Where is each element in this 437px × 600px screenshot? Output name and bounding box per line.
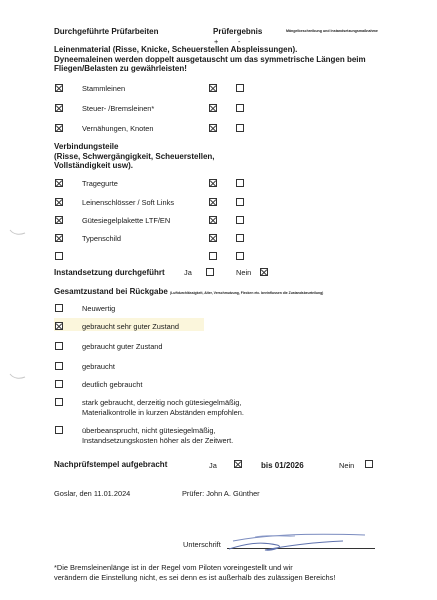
connector-item-minus-checkbox[interactable]: [236, 179, 244, 187]
connector-item-plus-checkbox[interactable]: [209, 198, 217, 206]
condition-note: (Luftdurchlässigkeit, Alter, Verschmutzung, Flecken etc. beeinflussen die Zustandsbeurteilung): [170, 291, 324, 295]
stamp-until: bis 01/2026: [261, 461, 304, 470]
repair-label: Instandsetzung durchgeführt: [54, 268, 165, 277]
footnote: [54, 563, 335, 583]
connector-item-plus-checkbox[interactable]: [209, 252, 217, 260]
connector-item-minus-checkbox[interactable]: [236, 216, 244, 224]
connectors-title-line-2: (Risse, Schwergängigkeit, Scheuerstellen,: [54, 151, 215, 161]
repair-ja-label: Ja: [184, 268, 192, 277]
condition-option-checkbox[interactable]: [55, 398, 63, 406]
connectors-title-line-1: Verbindungsteile: [54, 142, 119, 151]
condition-option-label: gebraucht guter Zustand: [82, 342, 163, 351]
footnote-line-2: verändern die Einstellung nicht, es sei denn es ist außerhalb des zulässigen Bereichs!: [54, 573, 336, 582]
lines-item-label: Stammleinen: [82, 84, 126, 93]
lines-item-minus-checkbox[interactable]: [236, 124, 244, 132]
connectors-section-title: [54, 142, 215, 171]
lines-item-plus-checkbox[interactable]: [209, 124, 217, 132]
condition-option-checkbox[interactable]: [55, 304, 63, 312]
connector-item-plus-checkbox[interactable]: [209, 179, 217, 187]
column-header-tasks: Durchgeführte Prüfarbeiten: [54, 27, 159, 36]
stamp-label: Nachprüfstempel aufgebracht: [54, 460, 168, 469]
condition-option-label: Materialkontrolle in kurzen Abständen empfohlen.: [82, 408, 244, 417]
signature-label: Unterschrift: [183, 540, 221, 549]
stamp-nein-checkbox[interactable]: [365, 460, 373, 468]
lines-item-checkbox[interactable]: [55, 104, 63, 112]
lines-item-label: Steuer- /Bremsleinen*: [82, 104, 155, 113]
connector-item-minus-checkbox[interactable]: [236, 198, 244, 206]
condition-title: [54, 287, 323, 296]
stamp-ja-label: Ja: [209, 461, 217, 470]
lines-title-line-3: Fliegen/Belasten zu gewährleisten!: [54, 64, 187, 73]
condition-option-checkbox[interactable]: [55, 426, 63, 434]
stamp-nein-label: Nein: [339, 461, 355, 470]
footnote-line-1: *Die Bremsleinenlänge ist in der Regel vom Piloten voreingestellt und wir: [54, 563, 293, 572]
plus-label: +: [214, 37, 219, 46]
condition-option-label: Instandsetzungskosten höher als der Zeitwert.: [82, 436, 234, 445]
lines-title-line-2: Dyneemaleinen werden doppelt ausgetauscht um das symmetrische Längen beim: [54, 54, 366, 64]
lines-item-plus-checkbox[interactable]: [209, 84, 217, 92]
connector-item-plus-checkbox[interactable]: [209, 234, 217, 242]
lines-title-line-1: Leinenmaterial (Risse, Knicke, Scheuerstellen Abspleissungen).: [54, 45, 298, 54]
connectors-title-line-3: Vollständigkeit usw).: [54, 161, 133, 170]
handwritten-signature: [225, 527, 375, 557]
condition-option-checkbox[interactable]: [55, 322, 63, 330]
examiner-name: Prüfer: John A. Günther: [182, 489, 260, 498]
lines-item-checkbox[interactable]: [55, 84, 63, 92]
condition-option-checkbox[interactable]: [55, 380, 63, 388]
connector-item-checkbox[interactable]: [55, 198, 63, 206]
connector-item-minus-checkbox[interactable]: [236, 234, 244, 242]
lines-item-minus-checkbox[interactable]: [236, 104, 244, 112]
connector-item-checkbox[interactable]: [55, 179, 63, 187]
connector-item-plus-checkbox[interactable]: [209, 216, 217, 224]
stamp-ja-checkbox[interactable]: [234, 460, 242, 468]
connector-item-minus-checkbox[interactable]: [236, 252, 244, 260]
repair-nein-label: Nein: [236, 268, 252, 277]
lines-item-plus-checkbox[interactable]: [209, 104, 217, 112]
connector-item-label: Typenschild: [82, 234, 122, 243]
connector-item-checkbox[interactable]: [55, 252, 63, 260]
connector-item-checkbox[interactable]: [55, 234, 63, 242]
punch-mark-upper: [8, 228, 28, 238]
condition-option-label: gebraucht sehr guter Zustand: [82, 322, 179, 331]
condition-option-label: Neuwertig: [82, 304, 116, 313]
connector-item-label: Gütesiegelplakette LTF/EN: [82, 216, 171, 225]
condition-option-label: deutlich gebraucht: [82, 380, 143, 389]
lines-item-checkbox[interactable]: [55, 124, 63, 132]
condition-title-text: Gesamtzustand bei Rückgabe: [54, 287, 168, 296]
lines-item-label: Vernähungen, Knoten: [82, 124, 154, 133]
column-header-defects: Mängelbeschreibung und Instandsetzungsmaßnahme: [286, 29, 378, 33]
place-date: Goslar, den 11.01.2024: [54, 489, 131, 498]
connector-item-checkbox[interactable]: [55, 216, 63, 224]
condition-option-label: überbeansprucht, nicht gütesiegelmäßig,: [82, 426, 216, 435]
condition-option-checkbox[interactable]: [55, 362, 63, 370]
repair-ja-checkbox[interactable]: [206, 268, 214, 276]
condition-option-label: stark gebraucht, derzeitig noch gütesiegelmäßig,: [82, 398, 242, 407]
column-header-result: Prüfergebnis: [213, 27, 263, 36]
connector-item-label: Tragegurte: [82, 179, 118, 188]
condition-option-checkbox[interactable]: [55, 342, 63, 350]
condition-option-label: gebraucht: [82, 362, 115, 371]
lines-item-minus-checkbox[interactable]: [236, 84, 244, 92]
minus-label: -: [238, 37, 241, 46]
repair-nein-checkbox[interactable]: [260, 268, 268, 276]
punch-mark-lower: [8, 372, 28, 382]
lines-section-title: [54, 45, 366, 74]
connector-item-label: Leinenschlösser / Soft Links: [82, 198, 175, 207]
